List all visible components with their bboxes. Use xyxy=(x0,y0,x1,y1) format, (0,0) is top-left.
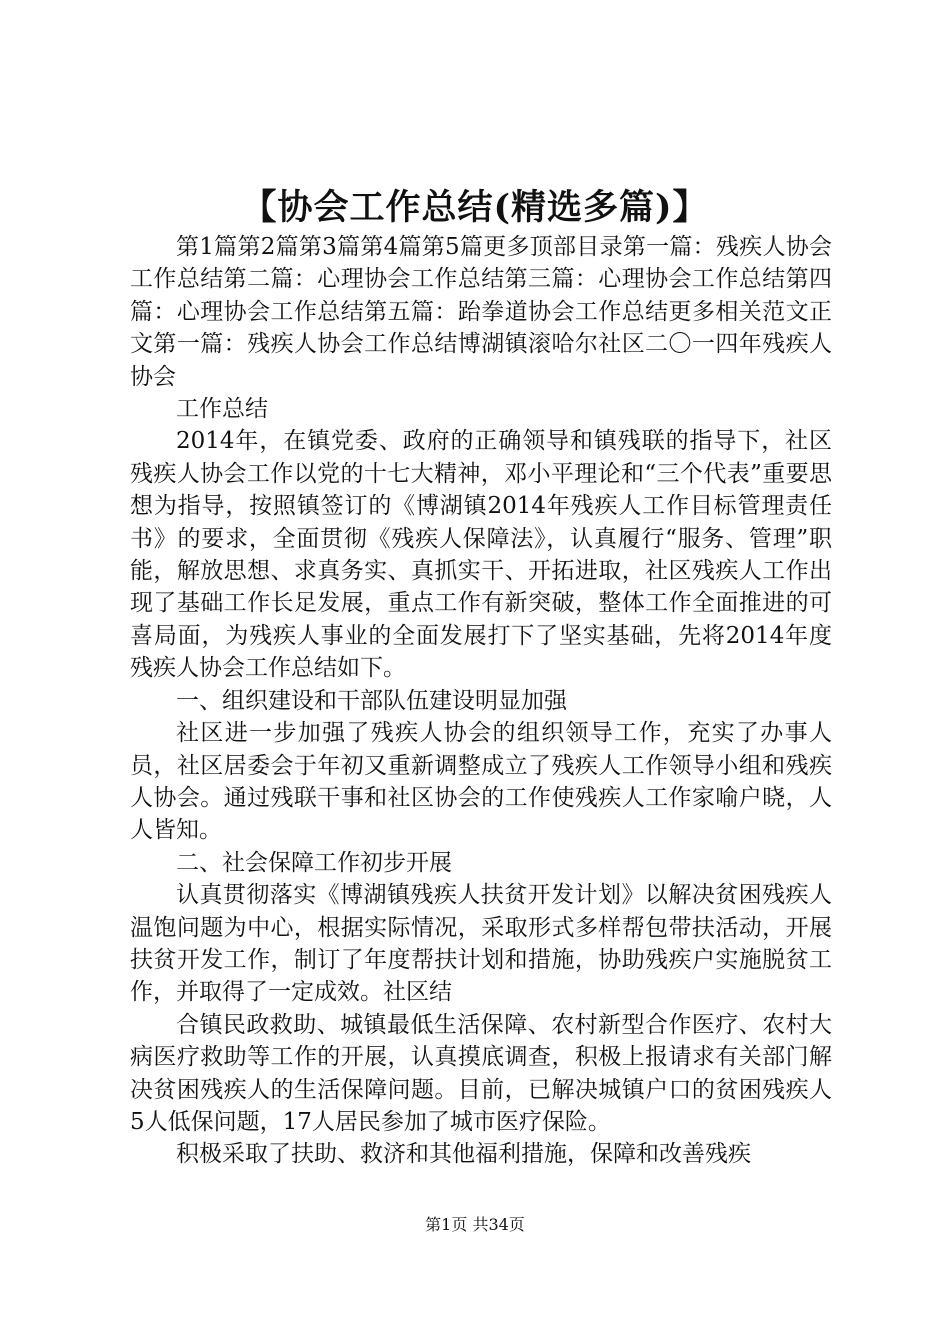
document-body xyxy=(130,231,832,1171)
paragraph-heading-summary: 工作总结 xyxy=(176,396,268,423)
paragraph-toc: 第1篇第2篇第3篇第4篇第5篇更多顶部目录第一篇：残疾人协会工作总结第二篇：心理协会工作总结第三篇：心理协会工作总结第四篇：心理协会工作总结第五篇：跆拳道协会工作总结更多相关范文正文第一篇：残疾人协会工作总结博湖镇滚哈尔社区二〇一四年残疾人协会 xyxy=(130,234,832,390)
paragraph-intro: 2014年，在镇党委、政府的正确领导和镇残联的指导下，社区残疾人协会工作以党的十七大精神，邓小平理论和“三个代表”重要思想为指导，按照镇签订的《博湖镇2014年残疾人工作目标管理责任书》的要求，全面贯彻《残疾人保障法》，认真履行“服务、管理”职能，解放思想、求真务实、真抓实干、开拓进取，社区残疾人工作出现了基础工作长足发展，重点工作有新突破，整体工作全面推进的可喜局面，为残疾人事业的全面发展打下了坚实基础，先将2014年度残疾人协会工作总结如下。 xyxy=(130,428,832,682)
paragraph-medical-aid: 合镇民政救助、城镇最低生活保障、农村新型合作医疗、农村大病医疗救助等工作的开展，认真摸底调查，积极上报请求有关部门解决贫困残疾人的生活保障问题。目前，已解决城镇户口的贫困残疾人5人低保问题，17人居民参加了城市医疗保险。 xyxy=(130,1011,832,1135)
document-title: 【协会工作总结(精选多篇)】 xyxy=(241,187,709,228)
paragraph-welfare: 积极采取了扶助、救济和其他福利措施，保障和改善残疾 xyxy=(176,1141,751,1168)
paragraph-poverty-plan: 认真贯彻落实《博湖镇残疾人扶贫开发计划》以解决贫困残疾人温饱问题为中心，根据实际情况，采取形式多样帮包带扶活动，开展扶贫开发工作，制订了年度帮扶计划和措施，协助残疾户实施脱贫工作，并取得了一定成效。社区结 xyxy=(130,882,832,1006)
section-heading-social-security: 二、社会保障工作初步开展 xyxy=(176,849,452,876)
paragraph-organization: 社区进一步加强了残疾人协会的组织领导工作，充实了办事人员，社区居委会于年初又重新调整成立了残疾人工作领导小组和残疾人协会。通过残联干事和社区协会的工作使残疾人工作家喻户晓，人人皆知。 xyxy=(130,720,832,844)
page-footer: 第1页 共34页 xyxy=(425,1215,525,1234)
section-heading-organization: 一、组织建设和干部队伍建设明显加强 xyxy=(176,687,567,714)
